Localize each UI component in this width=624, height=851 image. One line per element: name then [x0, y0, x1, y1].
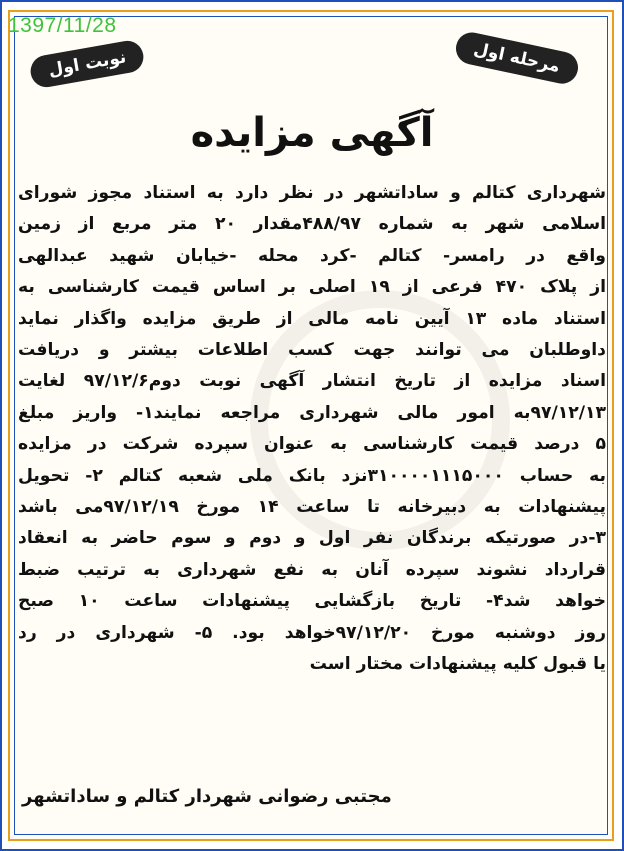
body-line: ۹۷/۱۲/۱۳به امور مالی شهرداری مراجعه نمایند۱- واریز مبلغ — [18, 402, 606, 423]
body-line: از پلاک ۴۷۰ فرعی از ۱۹ اصلی بر اساس قیمت کارشناسی به — [18, 277, 606, 298]
date-stamp: 1397/11/28 — [8, 14, 117, 37]
body-line: خواهد شد۴- تاریخ بازگشایی پیشنهادات ساعت ۱۰ صبح — [18, 591, 607, 612]
body-line: یا قبول کلیه پیشنهادات مختار است — [309, 654, 606, 675]
ad-title: آگهی مزایده — [190, 110, 434, 156]
signature-line: مجتبی رضوانی شهردار کتالم و ساداتشهر — [22, 786, 392, 807]
ad-body — [18, 178, 606, 681]
body-line: شهرداری کتالم و ساداتشهر در نظر دارد به استناد مجوز شورای — [18, 183, 606, 203]
body-line: قرارداد نشوند سپرده آنان به نفع شهرداری به ترتیب ضبط — [18, 559, 606, 580]
round-badge: نوبت اول — [28, 38, 146, 89]
body-line: اسناد مزایده از تاریخ انتشار آگهی نوبت دوم۹۷/۱۲/۶ لغایت — [18, 371, 606, 392]
body-line: واقع در رامسر- کتالم -کرد محله -خیابان شهید عبدالهی — [18, 245, 606, 266]
body-line: روز دوشنبه مورخ ۹۷/۱۲/۲۰خواهد بود. ۵- شهرداری در رد — [18, 622, 606, 643]
body-line: به حساب ۳۱۰۰۰۰۱۱۱۵۰۰۰نزد بانک ملی شعبه کتالم ۲- تحویل — [18, 465, 607, 486]
stage-badge: مرحله اول — [453, 29, 581, 86]
body-line: استناد ماده ۱۳ آیین نامه مالی از طریق مزایده واگذار نماید — [18, 308, 606, 329]
body-line: اسلامی شهر به شماره ۴۸۸/۹۷مقدار ۲۰ متر مربع از زمین — [18, 214, 606, 235]
body-line: ۵ درصد قیمت کارشناسی به عنوان سپرده شرکت در مزایده — [18, 434, 606, 455]
body-line: داوطلبان می توانند جهت کسب اطلاعات بیشتر و دریافت — [18, 340, 606, 361]
body-line: ۳-در صورتیکه برندگان نفر اول و دوم و سوم حاضر به انعقاد — [18, 528, 606, 549]
body-line: پیشنهادات به دبیرخانه تا ساعت ۱۴ مورخ ۹۷/۱۲/۱۹می باشد — [18, 497, 606, 518]
